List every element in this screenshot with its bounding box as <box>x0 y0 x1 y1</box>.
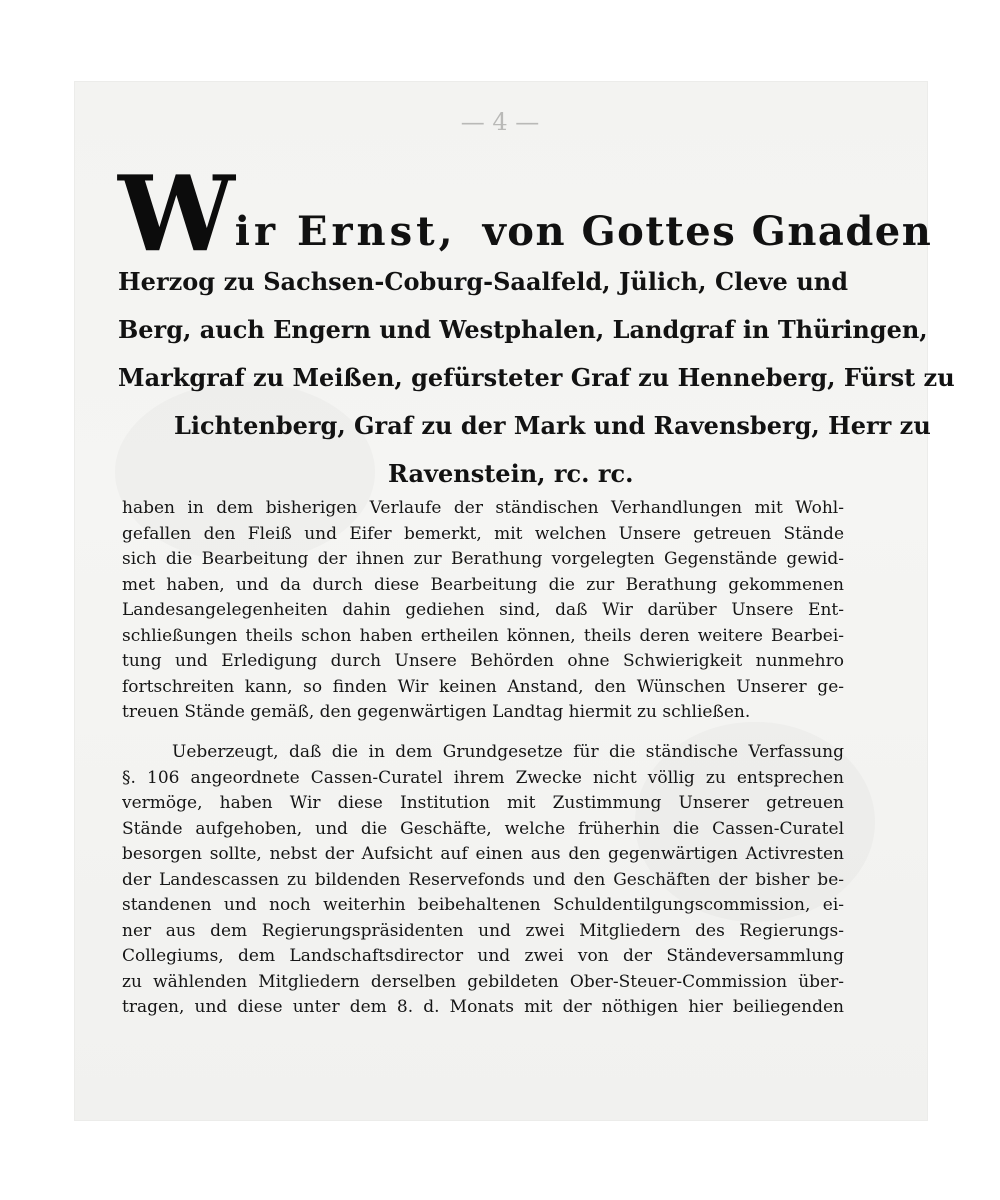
text-line: besorgen sollte, nebst der Aufsicht auf einen aus den gegenwärtigen Activresten <box>122 844 844 864</box>
paragraph-closing-diet <box>122 496 844 726</box>
text-line: Landesangelegenheiten dahin gediehen sind, daß Wir darüber Unsere Ent- <box>122 600 844 620</box>
text-line: Stände aufgehoben, und die Geschäfte, welche früherhin die Cassen-Curatel <box>122 818 844 839</box>
ruler-name: ir Ernst, <box>234 208 457 255</box>
title-line: Lichtenberg, Graf zu der Mark und Ravensberg, Herr zu <box>174 411 931 440</box>
ducal-intitulatio <box>118 152 955 498</box>
title-line: Markgraf zu Meißen, gefürsteter Graf zu Henneberg, Fürst zu <box>118 363 955 392</box>
grace-formula: von Gottes Gnaden <box>482 208 933 255</box>
text-line: gefallen den Fleiß und Eifer bemerkt, mit welchen Unsere getreuen Stände <box>122 523 844 544</box>
text-line: haben in dem bisherigen Verlaufe der ständischen Verhandlungen mit Wohl- <box>122 498 844 518</box>
title-line: Herzog zu Sachsen-Coburg-Saalfeld, Jülich, Cleve und <box>118 267 848 296</box>
text-line: tung und Erledigung durch Unsere Behörden ohne Schwierigkeit nunmehro <box>122 651 844 671</box>
text-line: schließungen theils schon haben ertheilen können, theils deren weitere Bearbei- <box>122 625 844 646</box>
paragraph-cassen-curatel <box>122 740 844 1021</box>
text-line: Ueberzeugt, daß die in dem Grundgesetze für die ständische Verfassung <box>172 742 844 762</box>
text-line: tragen, und diese unter dem 8. d. Monats mit der nöthigen hier beiliegenden <box>122 997 844 1017</box>
title-line: Ravenstein, rc. rc. <box>388 459 634 488</box>
text-line: vermöge, haben Wir diese Institution mit Zustimmung Unserer getreuen <box>122 793 844 813</box>
text-line: fortschreiten kann, so finden Wir keinen Anstand, den Wünschen Unserer ge- <box>122 676 844 697</box>
title-line: Berg, auch Engern und Westphalen, Landgraf in Thüringen, <box>118 315 928 344</box>
page-number: — 4 — <box>460 108 540 136</box>
title-list <box>118 258 955 498</box>
text-line: met haben, und da durch diese Bearbeitung die zur Berathung gekommenen <box>122 574 844 595</box>
text-line: der Landescassen zu bildenden Reservefonds und den Geschäften der bisher be- <box>122 869 844 890</box>
text-line: standenen und noch weiterhin beibehaltenen Schuldentilgungscommission, ei- <box>122 895 844 915</box>
text-line: Collegiums, dem Landschaftsdirector und zwei von der Ständeversammlung <box>122 946 844 966</box>
text-line: treuen Stände gemäß, den gegenwärtigen Landtag hiermit zu schließen. <box>122 702 751 722</box>
text-line: zu wählenden Mitgliedern derselben gebildeten Ober-Steuer-Commission über- <box>122 971 844 992</box>
decorated-initial: W <box>118 152 233 275</box>
text-line: ner aus dem Regierungspräsidenten und zwei Mitgliedern des Regierungs- <box>122 920 844 941</box>
text-line: §. 106 angeordnete Cassen-Curatel ihrem Zwecke nicht völlig zu entsprechen <box>122 767 844 788</box>
heading-line <box>118 152 933 275</box>
text-line: sich die Bearbeitung der ihnen zur Berathung vorgelegten Gegenstände gewid- <box>122 549 844 569</box>
